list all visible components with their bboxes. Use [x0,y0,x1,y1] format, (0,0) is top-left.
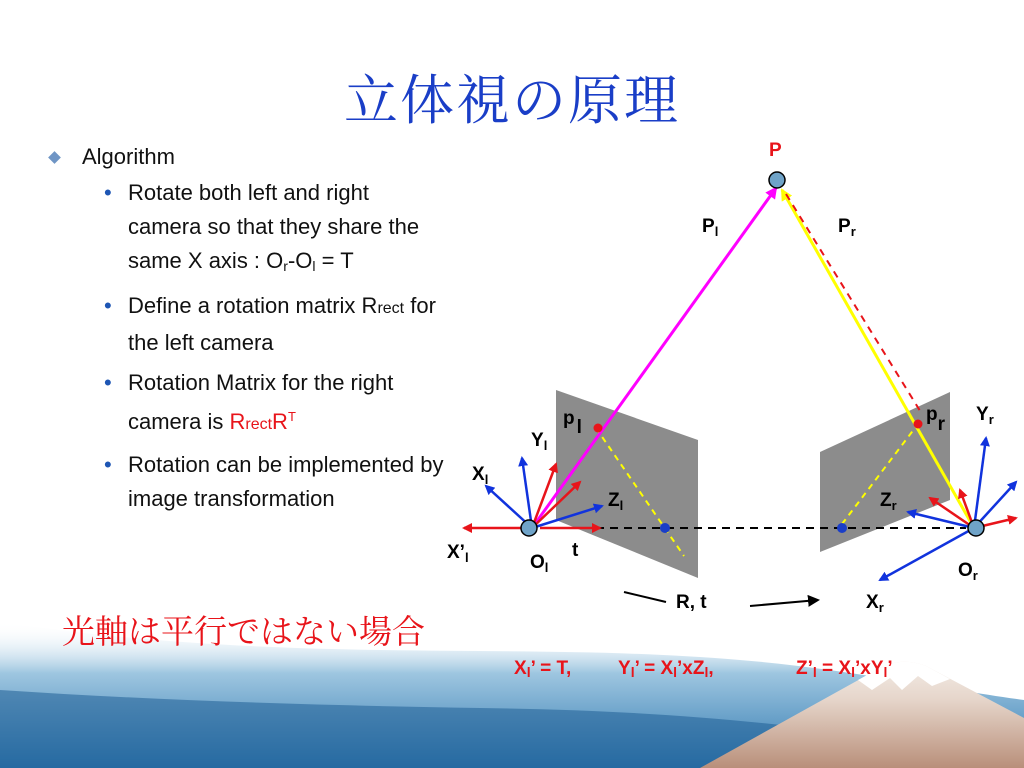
dot-bullet-icon: • [104,180,112,205]
equation-xl: $X_l$’ = T, [514,658,572,680]
label-Rt: R, t [676,592,707,613]
bullet-algorithm-text: Algorithm [82,144,175,169]
label-Zl: $Z_l$ [608,490,624,513]
non-parallel-note: 光軸は平行ではない場合 [62,612,425,651]
sub-bullet-right-matrix: • Rotation Matrix for the right camera is RrectR$^T$ [46,366,446,442]
label-Ol: $O_l$ [530,552,549,575]
label-Yl: $Y_l$ [531,430,548,453]
equation-zl: $Z’_l$ = $X_l’xY_l$’ [796,658,893,680]
label-P: P [769,140,782,161]
sub-bullet-rotate: • Rotate both left and right camera so that they share the same X axis : $O_r-O_l = T$ [46,176,446,283]
dot-bullet-icon: • [104,370,112,395]
label-Or: $O_r$ [958,560,978,583]
image-point-pl [594,424,603,433]
sub-bullet-implement: • Rotation can be implemented by image transformation [46,448,446,516]
sub-bullet-define: • Define a rotation matrix Rrect for the left camera [46,289,446,360]
left-axis-y-red [532,464,556,528]
label-Xr: $X_r$ [866,592,884,615]
left-axis-y [522,458,532,528]
right-principal-point [837,523,847,533]
label-Xprime-l: $X’_l$ [447,542,469,565]
dot-bullet-icon: • [104,293,112,318]
label-Yr: $Y_r$ [976,404,994,427]
equation-yl: $Y_l$’ = $X_l’xZ_l$, [618,658,714,680]
rt-line-left [624,592,666,602]
point-P [769,172,785,188]
left-principal-point [660,523,670,533]
label-Pr: $P_r$ [838,216,856,239]
label-pl: p l [563,408,582,438]
origin-right [968,520,984,536]
rt-arrow-right [750,600,818,606]
label-Pl: $P_l$ [702,216,719,239]
slide-title: 立体視の原理 [344,69,680,132]
label-Zr: $Z_r$ [880,490,897,513]
label-pr: pr [926,404,946,435]
label-t: t [572,540,579,561]
origin-left [521,520,537,536]
right-axis-y [974,438,986,528]
dot-bullet-icon: • [104,452,112,477]
label-Xl: $X_l$ [472,464,489,487]
image-point-pr [914,420,923,429]
